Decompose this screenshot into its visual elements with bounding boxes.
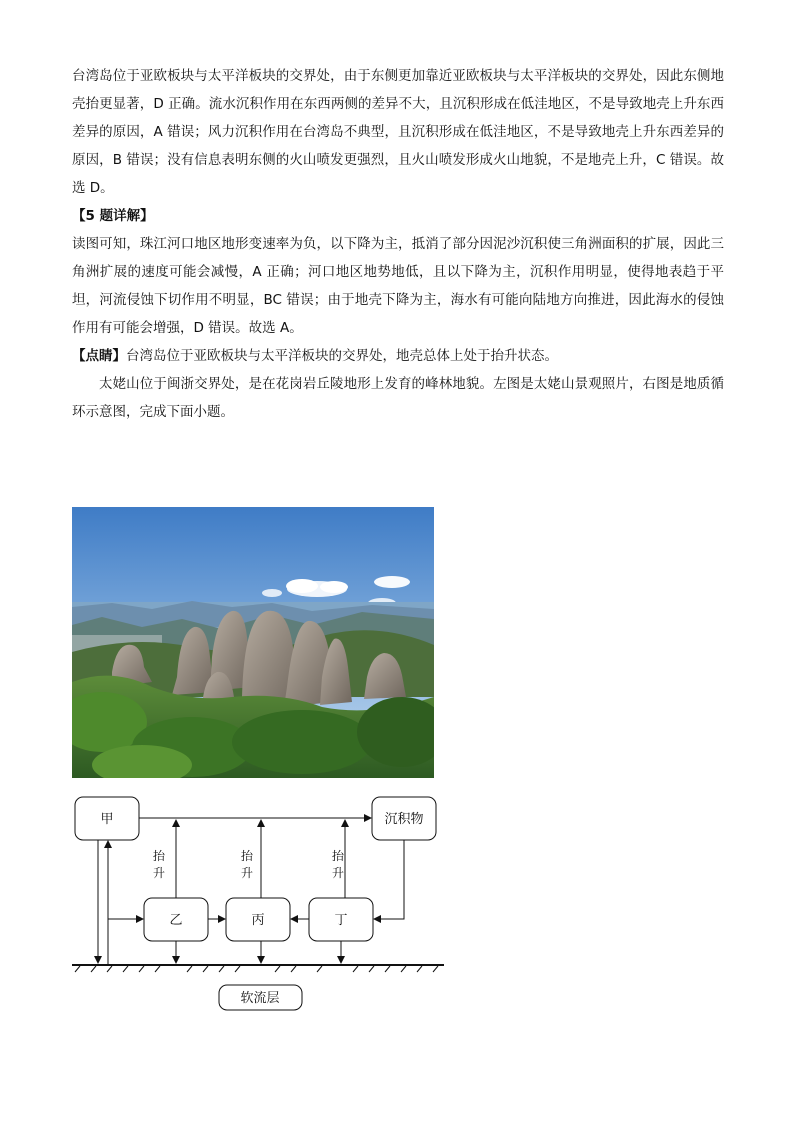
tip-body: 台湾岛位于亚欧板块与太平洋板块的交界处，地壳总体上处于抬升状态。	[126, 348, 558, 364]
paragraph-taiwan-analysis: 台湾岛位于亚欧板块与太平洋板块的交界处，由于东侧更加靠近亚欧板块与太平洋板块的交界处，因此东侧地壳抬更显著，D 正确。流水沉积作用在东西两侧的差异不大，且沉积形成在低洼地区，不是导致地壳上升东西差异的原因，A 错误；风力沉积作用在台湾岛不典型，且沉积形成在低洼地区，不是导致地壳上升东西差异的原因，B 错误；没有信息表明东侧的火山喷发更强烈，且火山喷发形成火山地貌，不是地壳上升，C 错误。故选 D。	[72, 68, 724, 196]
geological-cycle-diagram	[66, 790, 450, 1015]
ground-hatching	[75, 966, 438, 972]
tip-heading: 【点睛】	[72, 348, 126, 364]
node-bing-label: 丙	[251, 913, 265, 928]
node-asthenosphere-label: 软流层	[240, 991, 280, 1006]
uplift-label-3a: 抬	[331, 849, 345, 863]
paragraph-q5-analysis: 读图可知，珠江河口地区地形变速率为负，以下降为主，抵消了部分因泥沙沉积使三角洲面积的扩展，因此三角洲扩展的速度可能会减慢，A 正确；河口地区地势地低，且以下降为主，沉积作用明显，使得地表趋于平坦，河流侵蚀下切作用不明显，BC 错误；由于地壳下降为主，海水有可能向陆地方向推进，因此海水的侵蚀作用有可能会增强，D 错误。故选 A。	[72, 236, 724, 336]
node-ding-label: 丁	[334, 913, 348, 928]
tip-paragraph	[72, 342, 724, 370]
question-5-heading: 【5 题详解】	[72, 208, 154, 224]
node-yi-label: 乙	[169, 913, 183, 928]
uplift-label-1a: 抬	[152, 849, 166, 863]
arrow-sediment-to-ding	[374, 840, 404, 919]
node-sediment-label: 沉积物	[384, 812, 424, 827]
paragraph-taimushan-intro: 太姥山位于闽浙交界处，是在花岗岩丘陵地形上发育的峰林地貌。左图是太姥山景观照片，右图是地质循环示意图，完成下面小题。	[72, 376, 724, 420]
uplift-label-2b: 升	[240, 866, 254, 880]
node-jia-label: 甲	[100, 812, 114, 827]
uplift-label-3b: 升	[331, 866, 345, 880]
uplift-label-2a: 抬	[240, 849, 254, 863]
answer-text	[72, 62, 724, 426]
uplift-label-1b: 升	[152, 866, 166, 880]
taimushan-landscape-photo	[72, 507, 434, 778]
